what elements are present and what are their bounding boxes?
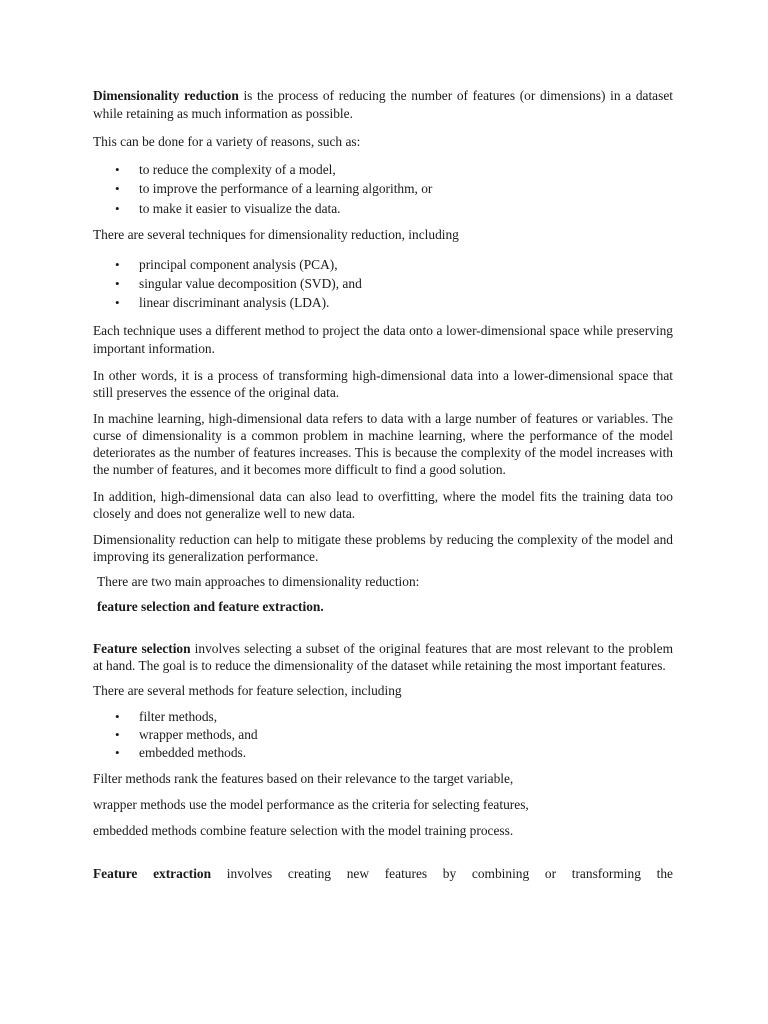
wrapper-methods-line: wrapper methods use the model performance as the criteria for selecting features, [93,796,529,812]
feature-extraction-paragraph [93,865,673,883]
list-item: • wrapper methods, and [93,726,673,744]
overfitting-paragraph: In addition, high-dimensional data can also lead to overfitting, where the model fits the training data too closely and does not generalize well to new data. [93,488,673,521]
techniques-intro: There are several techniques for dimensionality reduction, including [93,226,459,242]
reasons-intro: This can be done for a variety of reasons, such as: [93,134,361,149]
intro-paragraph [93,87,673,123]
approaches-intro: There are two main approaches to dimensionality reduction: [97,573,420,589]
list-item: • to improve the performance of a learning algorithm, or [93,179,673,198]
intro-text: is the process of reducing the number of features (or dimensions) in a dataset while retaining as much information as possible. [93,88,673,121]
mitigate-paragraph: Dimensionality reduction can help to mitigate these problems by reducing the complexity of the model and improving its generalization performance. [93,531,673,564]
methods-list [93,708,673,762]
list-item: • to reduce the complexity of a model, [93,160,673,179]
list-item: • filter methods, [93,708,673,726]
feature-selection-text: involves selecting a subset of the original features that are most relevant to the problem at hand. The goal is to reduce the dimensionality of the dataset while retaining the most important features. [93,640,673,673]
approaches-heading [93,598,673,616]
list-item: • to make it easier to visualize the data. [93,199,673,218]
approaches-bold: feature selection and feature extraction. [97,598,324,614]
reasons-list [93,160,673,218]
intro-term: Dimensionality reduction [93,88,239,103]
document-page [93,87,673,883]
list-item: • linear discriminant analysis (LDA). [93,293,673,312]
list-item: • singular value decomposition (SVD), and [93,274,673,293]
feature-selection-paragraph [93,640,673,674]
embedded-methods-line: embedded methods combine feature selection with the model training process. [93,822,514,838]
methods-intro: There are several methods for feature selection, including [93,682,402,698]
list-item: • principal component analysis (PCA), [93,255,673,274]
technique-paragraph: Each technique uses a different method to project the data onto a lower-dimensional space while preserving important information. [93,322,673,356]
feature-extraction-term: Feature extraction [93,865,212,881]
list-item: • embedded methods. [93,744,673,762]
feature-selection-term: Feature selection [93,640,191,656]
other-words-paragraph: In other words, it is a process of transforming high-dimensional data into a lower-dimensional space that still preserves the essence of the original data. [93,367,673,400]
feature-extraction-text: involves creating new features by combining or transforming the [211,865,673,881]
techniques-list [93,255,673,313]
filter-methods-line: Filter methods rank the features based on their relevance to the target variable, [93,770,514,786]
ml-paragraph: In machine learning, high-dimensional data refers to data with a large number of features or variables. The curse of dimensionality is a common problem in machine learning, where the performance of the model deteriorates as the number of features increases. This is because the complexity of the model increases with the number of features, and it becomes more difficult to find a good solution. [93,410,673,477]
